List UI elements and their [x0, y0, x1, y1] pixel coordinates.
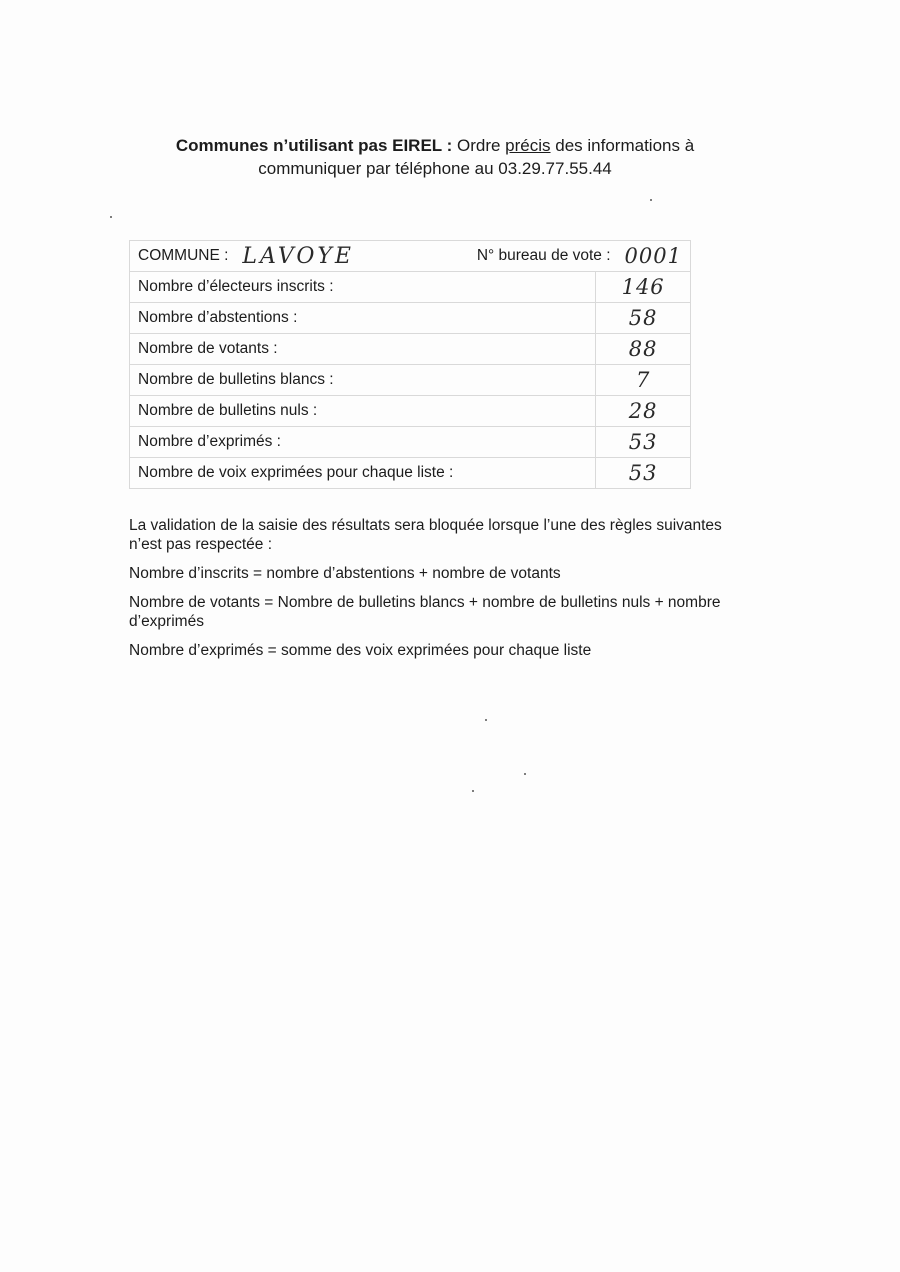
- title-line2: communiquer par téléphone au 03.29.77.55.44: [258, 159, 612, 178]
- row-label-abstentions: Nombre d’abstentions :: [130, 303, 596, 334]
- row-value-inscrits: 146: [596, 272, 691, 303]
- table-row: [130, 303, 691, 334]
- table-row: [130, 272, 691, 303]
- title-bold: Communes n’utilisant pas EIREL :: [175, 136, 453, 155]
- rule-inscrits: Nombre d’inscrits = nombre d’abstentions + nombre de votants: [129, 565, 561, 582]
- bureau-label: N° bureau de vote :: [476, 247, 611, 264]
- title-part1: Ordre: [452, 136, 506, 155]
- scan-speck: [524, 773, 526, 775]
- scan-speck: [485, 719, 487, 721]
- rule-exprimes: Nombre d’exprimés = somme des voix exprimées pour chaque liste: [129, 642, 592, 659]
- table-row: [130, 365, 691, 396]
- row-label-voix-liste: Nombre de voix exprimées pour chaque liste :: [130, 458, 596, 489]
- row-label-inscrits: Nombre d’électeurs inscrits :: [130, 272, 596, 303]
- title-part2: des informations à: [550, 136, 695, 155]
- scan-speck: [650, 199, 652, 201]
- row-label-exprimes: Nombre d’exprimés :: [130, 427, 596, 458]
- title-underlined: précis: [505, 136, 551, 155]
- commune-handwritten-value: LAVOYE: [242, 243, 354, 269]
- row-value-voix-liste: 53: [596, 458, 691, 489]
- table-row: [130, 458, 691, 489]
- row-value-abstentions: 58: [596, 303, 691, 334]
- commune-row: [130, 241, 691, 272]
- results-form-table: [129, 240, 691, 489]
- rule-votants: Nombre de votants = Nombre de bulletins blancs + nombre de bulletins nuls + nombre d’exprimés: [129, 594, 721, 630]
- table-row: [130, 427, 691, 458]
- scan-speck: [110, 216, 112, 218]
- table-row: [130, 334, 691, 365]
- page-title: [120, 134, 750, 180]
- commune-cell: [130, 241, 691, 272]
- row-value-exprimes: 53: [596, 427, 691, 458]
- row-value-nuls: 28: [596, 396, 691, 427]
- row-value-votants: 88: [596, 334, 691, 365]
- table-row: [130, 396, 691, 427]
- commune-label: COMMUNE :: [138, 247, 229, 264]
- row-label-votants: Nombre de votants :: [130, 334, 596, 365]
- row-label-nuls: Nombre de bulletins nuls :: [130, 396, 596, 427]
- row-label-blancs: Nombre de bulletins blancs :: [130, 365, 596, 396]
- scan-speck: [472, 790, 474, 792]
- row-value-blancs: 7: [596, 365, 691, 396]
- rules-intro: La validation de la saisie des résultats sera bloquée lorsque l’une des règles suivantes n’est pas respectée :: [129, 517, 722, 553]
- validation-rules: [129, 516, 729, 670]
- bureau-handwritten-value: 0001: [624, 244, 682, 268]
